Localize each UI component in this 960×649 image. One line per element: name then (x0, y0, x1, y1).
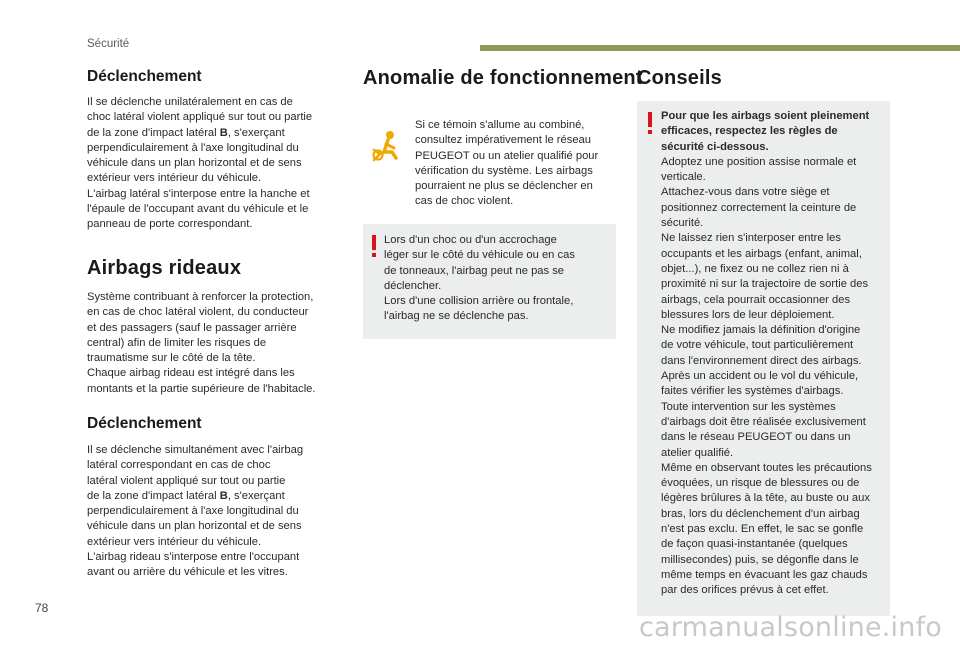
heading-declenchement-2: Déclenchement (87, 415, 202, 432)
text-run: Il se déclenche simultanément avec l'airbag latéral correspondant en cas de choc latéral violent appliqué sur tout ou partie de la zone d'impact latéral (87, 444, 304, 502)
paragraph-declenchement-lateral (87, 95, 347, 233)
watermark: carmanualsonline.info (639, 612, 942, 643)
warning-text-conseils (661, 109, 889, 599)
heading-conseils: Conseils (637, 67, 722, 89)
paragraph-declenchement-rideau (87, 443, 347, 581)
section-label: Sécurité (87, 38, 130, 50)
warning-box-anomalie (363, 224, 616, 339)
bold-run: B (219, 126, 228, 139)
airbag-warning-lamp-icon (370, 128, 406, 164)
heading-declenchement-1: Déclenchement (87, 68, 202, 85)
conseils-body: Adoptez une position assise normale et verticale. Attachez-vous dans votre siège et positionnez correctement la ceinture de sécurité. Ne laissez rien s'interposer entre les occupants et les airbags (enfant, animal, objet...), ne fixez ou ne collez rien ni à proximité ni sur la trajectoire de sortie des airbags, cela pourrait occasionner des blessures lors de leur déploiement. Ne modifiez jamais la définition d'origine de votre véhicule, tout particulièrement dans l'environnement direct des airbags. Après un accident ou le vol du véhicule, faites vérifier les systèmes d'airbags. Toute intervention sur les systèmes d'airbags doit être réalisée exclusivement dans le réseau PEUGEOT ou dans un atelier qualifié. Même en observant toutes les précautions évoquées, un risque de blessures ou de légères brûlures à la tête, au buste ou aux bras, lors du déclenchement d'un airbag n'est pas exclu. En effet, le sac se gonfle de façon quasi-instantanée (quelques millisecondes) puis, se dégonfle dans le même temps en évacuant les gaz chauds par des orifices prévus à cet effet. (661, 155, 872, 597)
text-run: , s'exerçant perpendiculairement à l'axe longitudinal du véhicule dans un plan horizontal et de sens extérieur vers intérieur du véhicule. L'airbag latéral s'interpose entre la hanche et l'épaule de l'occupant avant du véhicule et le panneau de porte correspondant. (87, 126, 310, 231)
warning-text-anomalie: Lors d'un choc ou d'un accrochage léger sur le côté du véhicule ou en cas de tonneaux, l'airbag peut ne pas se déclencher. Lors d'une collision arrière ou frontale, l'airbag ne se déclenche pas. (384, 234, 575, 323)
paragraph-temoin: Si ce témoin s'allume au combiné, consultez impérativement le réseau PEUGEOT ou un atelier qualifié pour vérification du système. Les airbags pourraient ne plus se déclencher en cas de choc violent. (415, 119, 599, 208)
exclamation-warning-icon (645, 112, 655, 134)
text-run: Il se déclenche unilatéralement en cas de choc latéral violent appliqué sur tout ou partie de la zone d'impact latéral (87, 96, 313, 139)
header-accent-bar (480, 45, 960, 51)
exclamation-warning-icon (369, 235, 379, 257)
page-number: 78 (35, 601, 49, 615)
heading-airbags-rideaux: Airbags rideaux (87, 257, 242, 279)
warning-box-conseils (637, 101, 890, 616)
text-run: , s'exerçant perpendiculairement à l'axe longitudinal du véhicule dans un plan horizontal et de sens extérieur vers intérieur du véhicule. L'airbag rideau s'interpose entre l'occupant avant ou arrière du véhicule et les vitres. (87, 489, 302, 579)
bold-run: B (219, 489, 228, 502)
heading-anomalie: Anomalie de fonctionnement (363, 67, 643, 89)
bold-intro: Pour que les airbags soient pleinement efficaces, respectez les règles de sécurité ci-dessous. (661, 110, 870, 153)
paragraph-airbags-rideaux: Système contribuant à renforcer la protection, en cas de choc latéral violent, du conducteur et des passagers (sauf le passager arrière central) afin de limiter les risques de traumatisme sur le côté de la tête. Chaque airbag rideau est intégré dans les montants et la partie supérieure de l'habitacle. (87, 291, 316, 395)
